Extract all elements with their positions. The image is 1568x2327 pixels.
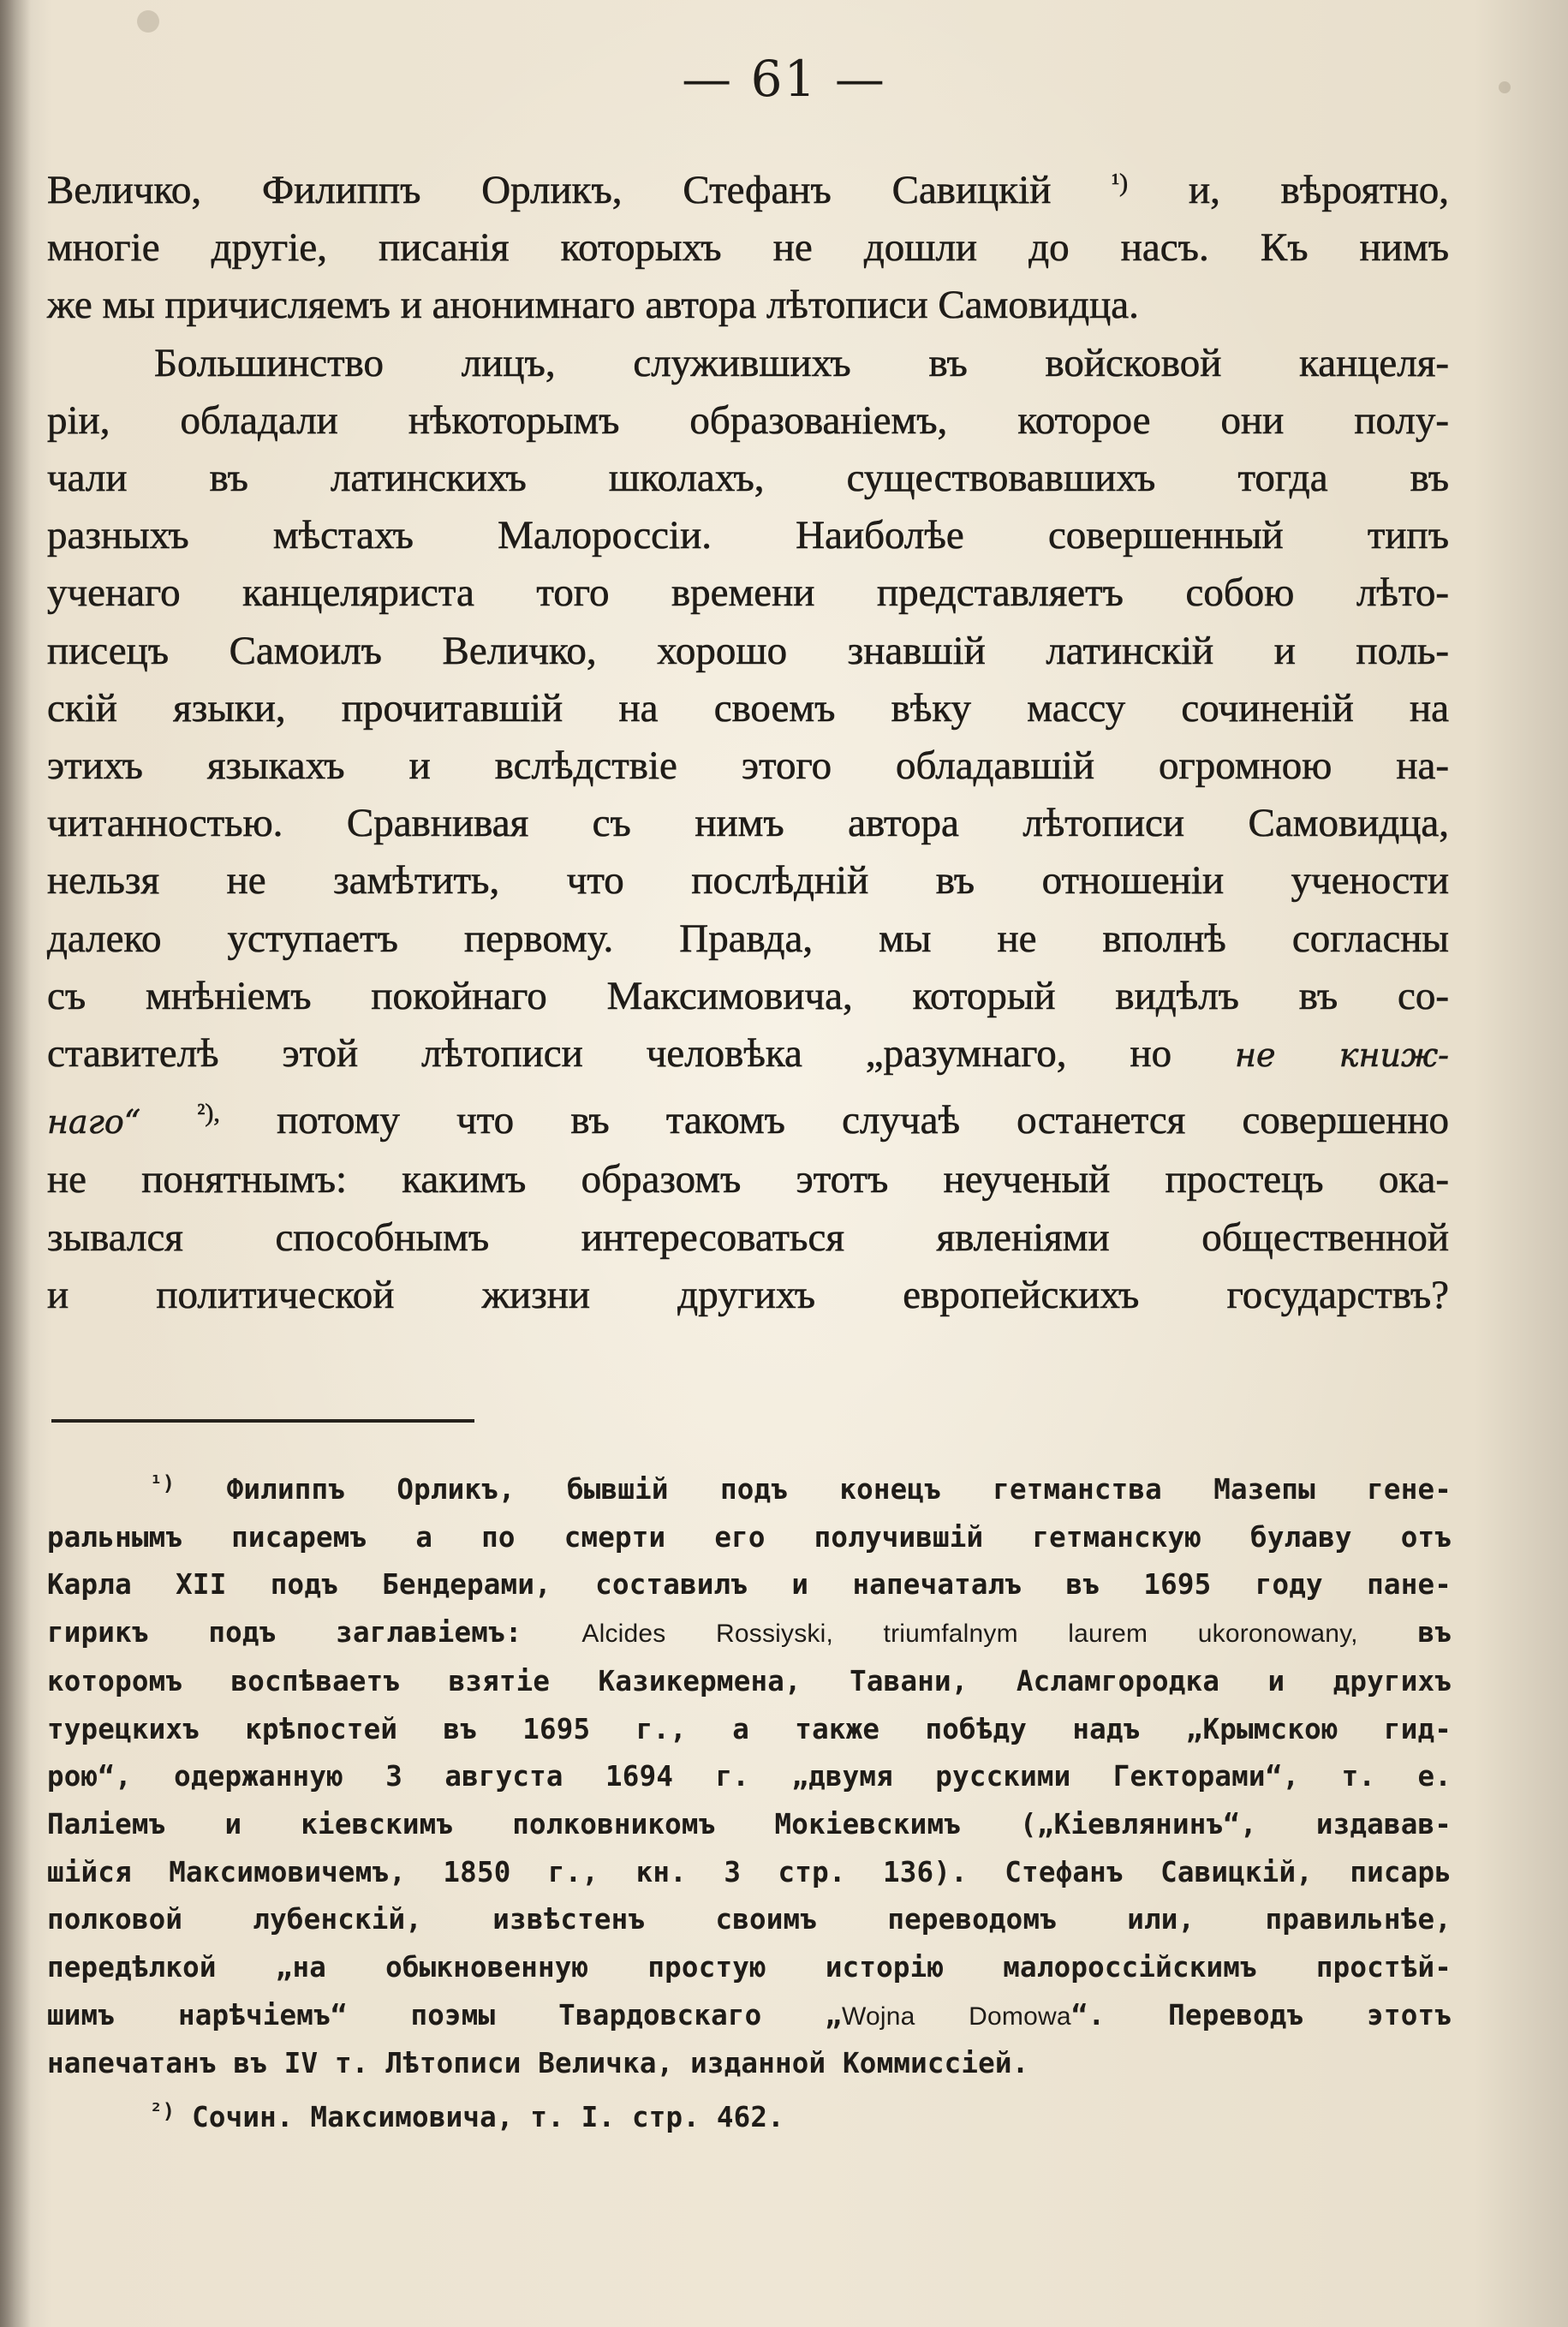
footnote-line: турецкихъ крѣпостей въ 1695 г., а также побѣду надъ „Крымскою гид-: [47, 1712, 1452, 1745]
text-line: [47, 1084, 1449, 1151]
text-segment: ставителѣ этой лѣтописи человѣка „разумнаго, но: [47, 1031, 1172, 1077]
footnote-line: [47, 1460, 1452, 1514]
footnote-ref-2: ²),: [197, 1099, 220, 1128]
text-line: [47, 154, 1449, 219]
text-line: зывался способнымъ интересоваться явленіями общественной: [47, 1214, 1449, 1260]
italic-text: наго“: [47, 1103, 141, 1142]
footnote-marker: ¹): [150, 1471, 176, 1495]
footnotes: [47, 1460, 1452, 2142]
text-segment: Сочин. Максимовича, т. I. стр. 462.: [192, 2101, 784, 2134]
text-segment: гирикъ подъ заглавіемъ:: [47, 1616, 522, 1650]
footnote-line: рою“, одержанную 3 августа 1694 г. „двумя русскими Гекторами“, т. е.: [47, 1760, 1452, 1793]
latin-title: Alcides Rossiyski, triumfalnym laurem ukoronowany,: [581, 1620, 1358, 1649]
text-segment: Филиппъ Орликъ, бывшій подъ конецъ гетманства Мазепы гене-: [226, 1473, 1452, 1506]
italic-text: не книж-: [1235, 1036, 1449, 1075]
footnote-line: которомъ воспѣваетъ взятіе Казикермена, Тавани, Асламгородка и другихъ: [47, 1664, 1452, 1698]
footnote-line: [47, 1609, 1452, 1658]
main-text: [47, 154, 1449, 1324]
text-line: чали въ латинскихъ школахъ, существовавшихъ тогда въ: [47, 456, 1449, 501]
footnote-marker: ²): [150, 2099, 176, 2124]
footnote-line: Паліемъ и кіевскимъ полковникомъ Мокіевскимъ („Кіевлянинъ“, издавав-: [47, 1807, 1452, 1841]
footnote-line: [47, 1992, 1452, 2041]
text-segment: Величко, Филиппъ Орликъ, Стефанъ Савицкій: [47, 168, 1052, 212]
page-gutter-shadow: [0, 0, 31, 2327]
text-segment: потому что въ такомъ случаѣ останется совершенно: [277, 1098, 1449, 1143]
text-line: нельзя не замѣтить, что послѣдній въ отношеніи учености: [47, 858, 1449, 904]
text-line: съ мнѣніемъ покойнаго Максимовича, который видѣлъ въ со-: [47, 973, 1449, 1018]
footnote-line: шійся Максимовичемъ, 1850 г., кн. 3 стр. 136). Стефанъ Савицкій, писарь: [47, 1855, 1452, 1888]
footnote-divider: [51, 1419, 474, 1423]
text-line: писецъ Самоилъ Величко, хорошо знавшій латинскій и поль-: [47, 628, 1449, 673]
text-line: далеко уступаетъ первому. Правда, мы не вполнѣ согласны: [47, 916, 1449, 961]
text-line: ріи, обладали нѣкоторымъ образованіемъ, которое они полу-: [47, 397, 1449, 443]
footnote-line: Карла XII подъ Бендерами, составилъ и напечаталъ въ 1695 году пане-: [47, 1568, 1452, 1602]
footnote-ref-1: ¹): [1112, 169, 1129, 197]
text-line: Большинство лицъ, служившихъ въ войсковой канцеля-: [154, 340, 1449, 385]
footnote-2: [47, 2088, 1452, 2142]
text-line: разныхъ мѣстахъ Малороссіи. Наиболѣе совершенный типъ: [47, 513, 1449, 558]
text-segment: шимъ нарѣчіемъ“ поэмы Твардовскаго „: [47, 1998, 843, 2032]
text-segment: “. Переводъ этотъ: [1070, 1998, 1452, 2032]
text-line: и политической жизни другихъ европейскихъ государствъ?: [47, 1272, 1449, 1317]
footnote-line: [47, 2088, 1452, 2142]
text-line: этихъ языкахъ и вслѣдствіе этого обладавшій огромною на-: [47, 743, 1449, 789]
footnote-line: напечатанъ въ IV т. Лѣтописи Величка, изданной Коммиссіей.: [47, 2047, 1029, 2080]
text-segment: и, вѣроятно,: [1188, 168, 1450, 212]
footnote-line: передѣлкой „на обыкновенную простую исторію малороссійскимъ простѣй-: [47, 1951, 1452, 1984]
text-line: многіе другіе, писанія которыхъ не дошли до насъ. Къ нимъ: [47, 225, 1449, 271]
footnote-line: полковой лубенскій, извѣстенъ своимъ переводомъ или, правильнѣе,: [47, 1903, 1452, 1936]
footnote-1: [47, 1460, 1452, 2088]
paragraph-2: [47, 335, 1449, 1324]
text-line: не понятнымъ: какимъ образомъ этотъ неученый простецъ ока-: [47, 1157, 1449, 1202]
text-line: [47, 1025, 1449, 1084]
latin-title: Wojna Domowa: [842, 2002, 1071, 2031]
text-line: же мы причисляемъ и анонимнаго автора лѣтописи Самовидца.: [47, 283, 1139, 328]
text-line: читанностью. Сравнивая съ нимъ автора лѣтописи Самовидца,: [47, 801, 1449, 846]
text-segment: въ: [1417, 1616, 1452, 1650]
page-number: — 61 —: [682, 50, 886, 108]
footnote-line: ральнымъ писаремъ а по смерти его получившій гетманскую булаву отъ: [47, 1520, 1452, 1554]
paper-spot: [137, 10, 159, 33]
text-line: ученаго канцеляриста того времени представляетъ собою лѣто-: [47, 570, 1449, 616]
paragraph-1: [47, 154, 1449, 335]
text-line: скій языки, прочитавшій на своемъ вѣку массу сочиненій на: [47, 685, 1449, 731]
